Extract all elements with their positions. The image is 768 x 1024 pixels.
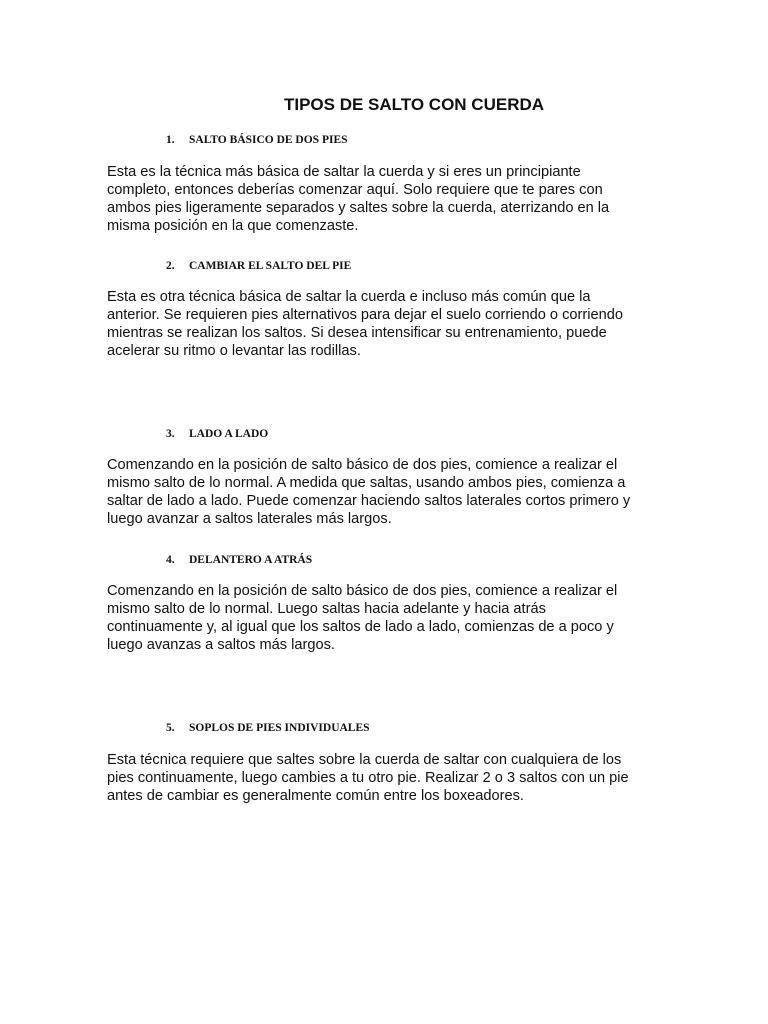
section-body: Esta técnica requiere que saltes sobre la cuerda de saltar con cualquiera de los pies continuamente, luego cambies a tu otro pie. Realizar 2 o 3 saltos con un pie antes de cambiar es generalmente común entre los boxeadores. [107, 752, 629, 804]
section-heading-text: SOPLOS DE PIES INDIVIDUALES [189, 722, 370, 734]
section-heading [166, 259, 351, 273]
section-number: 2. [166, 260, 175, 272]
section-heading-text: LADO A LADO [189, 428, 269, 440]
section-body: Comenzando en la posición de salto básico de dos pies, comience a realizar el mismo salto de lo normal. Luego saltas hacia adelante y hacia atrás continuamente y, al igual que los saltos de lado a lado, comienzas de a poco y luego avanzas a saltos más largos. [107, 583, 618, 653]
section-number: 5. [166, 722, 175, 734]
section-body: Esta es la técnica más básica de saltar la cuerda y si eres un principiante completo, entonces deberías comenzar aquí. Solo requiere que te pares con ambos pies ligeramente separados y saltes sobre la cuerda, aterrizando en la misma posición en la que comenzaste. [107, 164, 610, 234]
section-heading [166, 427, 268, 441]
section-heading-text: SALTO BÁSICO DE DOS PIES [189, 134, 348, 146]
section-heading-text: DELANTERO A ATRÁS [189, 554, 313, 566]
section-number: 4. [166, 554, 175, 566]
section-number: 1. [166, 134, 175, 146]
section-heading [166, 133, 348, 147]
page-title: TIPOS DE SALTO CON CUERDA [283, 95, 545, 114]
section-body: Esta es otra técnica básica de saltar la cuerda e incluso más común que la anterior. Se requieren pies alternativos para dejar el suelo corriendo o corriendo mientras se realizan los saltos. Si desea intensificar su entrenamiento, puede acelerar su ritmo o levantar las rodillas. [107, 289, 623, 359]
section-heading-text: CAMBIAR EL SALTO DEL PIE [189, 260, 352, 272]
section-heading [166, 721, 370, 735]
section-heading [166, 553, 312, 567]
section-number: 3. [166, 428, 175, 440]
section-body: Comenzando en la posición de salto básico de dos pies, comience a realizar el mismo salto de lo normal. A medida que saltas, usando ambos pies, comienza a saltar de lado a lado. Puede comenzar haciendo saltos laterales cortos primero y luego avanzar a saltos laterales más largos. [107, 457, 631, 527]
